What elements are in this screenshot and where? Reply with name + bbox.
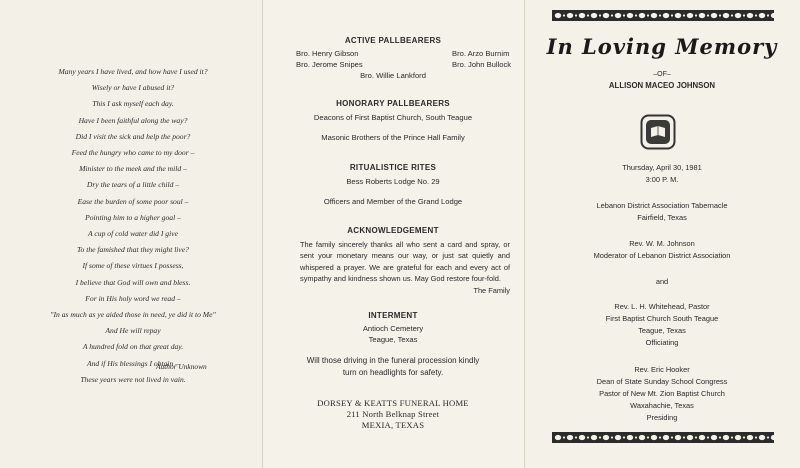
acknowledgement-heading: ACKNOWLEDGEMENT bbox=[347, 226, 439, 235]
top-ornament-border bbox=[552, 10, 774, 21]
presider-name: Rev. Eric Hooker bbox=[634, 365, 690, 374]
poem-line: If some of these virtues I possess, bbox=[82, 261, 184, 271]
funeral-home-street: 211 North Belknap Street bbox=[346, 409, 440, 419]
honorary-line-2: Masonic Brothers of the Prince Hall Family bbox=[321, 133, 465, 142]
and-text: and bbox=[655, 277, 669, 286]
poem-author: Author Unknown bbox=[156, 362, 207, 371]
funeral-home-city: MEXIA, TEXAS bbox=[361, 420, 425, 430]
poem-line: For in His holy word we read – bbox=[85, 293, 181, 303]
cover-title: In Loving Memory bbox=[546, 34, 778, 59]
poem-line: Pointing him to a higher goal – bbox=[85, 212, 181, 222]
pallbearer-left-2: Bro. Jerome Snipes bbox=[296, 60, 363, 69]
poem-line: This I ask myself each day. bbox=[92, 99, 174, 109]
poem-line: A cup of cold water did I give bbox=[88, 229, 178, 239]
poem-line: These years were not lived in vain. bbox=[80, 374, 186, 384]
deceased-name: ALLISON MACEO JOHNSON bbox=[608, 81, 716, 90]
bible-emblem-icon bbox=[640, 114, 676, 150]
presider-title-1: Dean of State Sunday School Congress bbox=[596, 377, 728, 386]
venue-city: Fairfield, Texas bbox=[637, 213, 687, 222]
poem-line: And He will repay bbox=[105, 326, 161, 336]
cover-of: –OF– bbox=[653, 71, 671, 78]
honorary-line-1: Deacons of First Baptist Church, South Teague bbox=[313, 113, 473, 122]
interment-line-2: Teague, Texas bbox=[368, 335, 418, 344]
acknowledgement-body: The family sincerely thanks all who sent a card and spray, or sent your monetary means our way, or just sat quietly and whispered a prayer. We are grateful for each and every act of sympathy and kindness shown us. May God restore four-fold. bbox=[300, 240, 510, 284]
acknowledgement-signature: The Family bbox=[473, 285, 510, 295]
poem-line: Did I visit the sick and help the poor? bbox=[75, 131, 191, 141]
rites-line-2: Officers and Member of the Grand Lodge bbox=[323, 197, 463, 206]
poem-line: To the famished that they might live? bbox=[77, 245, 189, 255]
poem-line: "In as much as ye aided those in need, ye did it to Me" bbox=[50, 310, 216, 320]
venue-name: Lebanon District Association Tabernacle bbox=[596, 201, 728, 210]
officiant1-name: Rev. W. M. Johnson bbox=[629, 239, 695, 248]
officiant2-role: Officiating bbox=[645, 338, 679, 347]
procession-line-2: turn on headlights for safety. bbox=[342, 368, 444, 377]
active-pallbearers-heading: ACTIVE PALLBEARERS bbox=[344, 36, 442, 45]
poem-line: Ease the burden of some poor soul – bbox=[77, 196, 189, 206]
poem-line: And if His blessings I obtain – bbox=[87, 358, 179, 368]
ritualistic-rites-heading: RITUALISTICE RITES bbox=[349, 163, 437, 172]
pallbearer-right-2: Bro. John Bullock bbox=[452, 60, 512, 69]
presider-city: Waxahachie, Texas bbox=[630, 401, 694, 410]
pallbearer-center: Bro. Willie Lankford bbox=[360, 71, 426, 80]
bottom-ornament-border bbox=[552, 432, 774, 443]
honorary-pallbearers-heading: HONORARY PALLBEARERS bbox=[336, 99, 450, 108]
presider-title-2: Pastor of New Mt. Zion Baptist Church bbox=[599, 389, 725, 398]
pallbearer-left-1: Bro. Henry Gibson bbox=[296, 49, 359, 58]
pallbearer-right-1: Bro. Arzo Burnim bbox=[452, 49, 510, 58]
poem-line: Feed the hungry who came to my door – bbox=[71, 148, 195, 158]
poem-line: Have I been faithful along the way? bbox=[78, 115, 188, 125]
poem-line: Wisely or have I abused it? bbox=[91, 83, 175, 93]
service-time: 3:00 P. M. bbox=[645, 175, 679, 184]
interment-heading: INTERMENT bbox=[368, 311, 418, 320]
officiant1-title: Moderator of Lebanon District Association bbox=[593, 251, 731, 260]
poem bbox=[8, 64, 258, 388]
officiant2-city: Teague, Texas bbox=[638, 326, 686, 335]
officiant2-name: Rev. L. H. Whitehead, Pastor bbox=[614, 302, 710, 311]
funeral-home-name: DORSEY & KEATTS FUNERAL HOME bbox=[317, 398, 469, 408]
rites-line-1: Bess Roberts Lodge No. 29 bbox=[346, 177, 440, 186]
poem-line: I believe that God will own and bless. bbox=[75, 277, 191, 287]
presider-role: Presiding bbox=[646, 413, 678, 422]
poem-line: Dry the tears of a little child – bbox=[86, 180, 180, 190]
acknowledgement-text bbox=[300, 239, 510, 296]
procession-line-1: Will those driving in the funeral procession kindly bbox=[306, 356, 480, 365]
poem-line: Minister to the meek and the mild – bbox=[79, 164, 187, 174]
poem-line: A hundred fold on that great day. bbox=[82, 342, 184, 352]
officiant2-church: First Baptist Church South Teague bbox=[605, 314, 719, 323]
poem-line: Many years I have lived, and how have I used it? bbox=[58, 67, 208, 76]
interment-line-1: Antioch Cemetery bbox=[362, 324, 424, 333]
service-date: Thursday, April 30, 1981 bbox=[622, 163, 702, 172]
